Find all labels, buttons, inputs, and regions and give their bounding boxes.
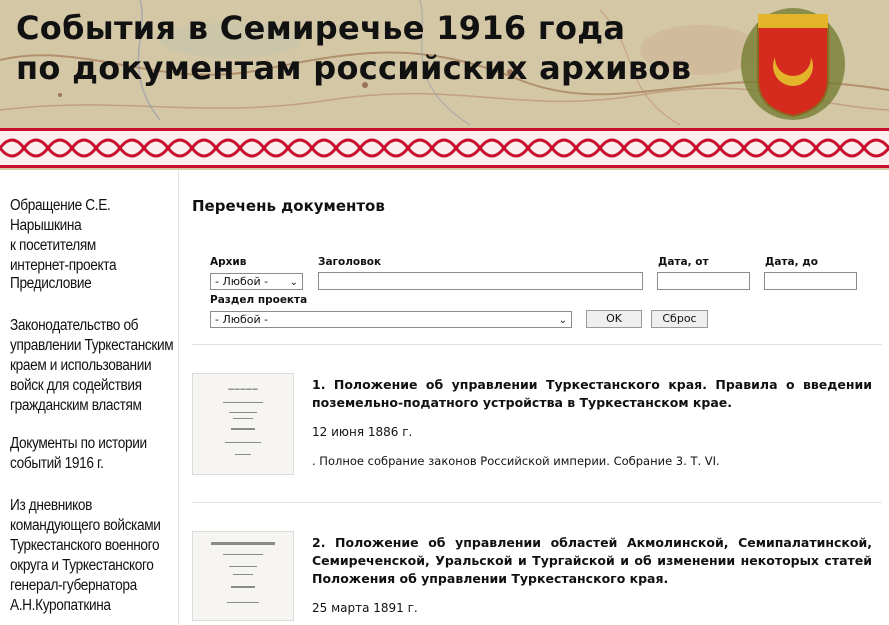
date-from-label: Дата, от xyxy=(658,256,709,268)
sidebar-item-documents-1916[interactable] xyxy=(10,434,177,474)
document-thumbnail[interactable]: ————— xyxy=(192,373,294,475)
reset-button[interactable]: Сброс xyxy=(651,310,708,328)
site-title-line1: События в Семиречье 1916 года xyxy=(16,9,626,47)
sidebar-item-label: округа и Туркестанского xyxy=(10,557,154,574)
section-label: Раздел проекта xyxy=(210,294,308,306)
section-select-value: - Любой - xyxy=(215,313,269,326)
header-banner xyxy=(0,0,889,170)
sidebar-item-label: Туркестанского военного xyxy=(10,537,160,554)
sidebar-item-label: Документы по истории xyxy=(10,435,147,452)
coat-of-arms-icon xyxy=(738,4,848,122)
date-to-label: Дата, до xyxy=(765,256,818,268)
date-to-input[interactable] xyxy=(764,272,857,290)
heading-input[interactable] xyxy=(318,272,643,290)
divider xyxy=(192,344,882,345)
document-date: 25 марта 1891 г. xyxy=(312,601,418,615)
section-select[interactable] xyxy=(210,311,572,328)
archive-label: Архив xyxy=(210,256,247,268)
sidebar-item-label: генерал-губернатора xyxy=(10,577,137,594)
divider xyxy=(192,502,882,503)
sidebar-nav xyxy=(0,170,179,625)
site-title xyxy=(16,8,691,88)
sidebar-item-label: интернет-проекта xyxy=(10,257,117,274)
sidebar-item-label: к посетителям xyxy=(10,237,96,254)
sidebar-item-naryshkin-address[interactable] xyxy=(10,196,177,276)
sidebar-item-label: краем и использовании xyxy=(10,357,152,374)
sidebar-item-label: А.Н.Куропаткина xyxy=(10,597,111,614)
page-title: Перечень документов xyxy=(192,197,385,215)
heading-label: Заголовок xyxy=(318,256,382,268)
ok-button[interactable]: OK xyxy=(586,310,642,328)
document-title-link[interactable]: 1. Положение об управлении Туркестанского края. Правила о введении поземельно-податного устройства в Туркестанском крае. xyxy=(312,377,872,410)
ornament-strip xyxy=(0,128,889,168)
sidebar-item-label: Законодательство об xyxy=(10,317,139,334)
document-thumbnail[interactable] xyxy=(192,531,294,621)
site-title-line2: по документам российских архивов xyxy=(16,49,692,87)
sidebar-item-label: Предисловие xyxy=(10,275,92,292)
chevron-down-icon: ⌄ xyxy=(289,277,298,288)
sidebar-item-label: войск для содействия xyxy=(10,377,142,394)
date-from-input[interactable] xyxy=(657,272,750,290)
document-source: . Полное собрание законов Российской империи. Собрание 3. Т. VI. xyxy=(312,454,720,468)
document-title-link[interactable]: 2. Положение об управлении областей Акмолинской, Семипалатинской, Семиреченской, Уральской и Тургайской и об изменении некоторых статей Положения об управлении Туркестанского края. xyxy=(312,535,872,586)
archive-select-value: - Любой - xyxy=(215,275,269,288)
sidebar-item-preface[interactable] xyxy=(10,274,177,294)
sidebar-item-kuropatkin-diaries[interactable] xyxy=(10,496,177,616)
document-date: 12 июня 1886 г. xyxy=(312,425,413,439)
sidebar-item-label: командующего войсками xyxy=(10,517,161,534)
sidebar-item-label: Обращение С.Е. Нарышкина xyxy=(10,197,111,234)
sidebar-item-label: управлении Туркестанским xyxy=(10,337,174,354)
chevron-down-icon: ⌄ xyxy=(558,315,567,326)
archive-select[interactable] xyxy=(210,273,303,290)
sidebar-item-label: гражданским властям xyxy=(10,397,142,414)
sidebar-item-label: Из дневников xyxy=(10,497,93,514)
sidebar-item-legislation[interactable] xyxy=(10,316,177,416)
sidebar-item-label: событий 1916 г. xyxy=(10,455,104,472)
